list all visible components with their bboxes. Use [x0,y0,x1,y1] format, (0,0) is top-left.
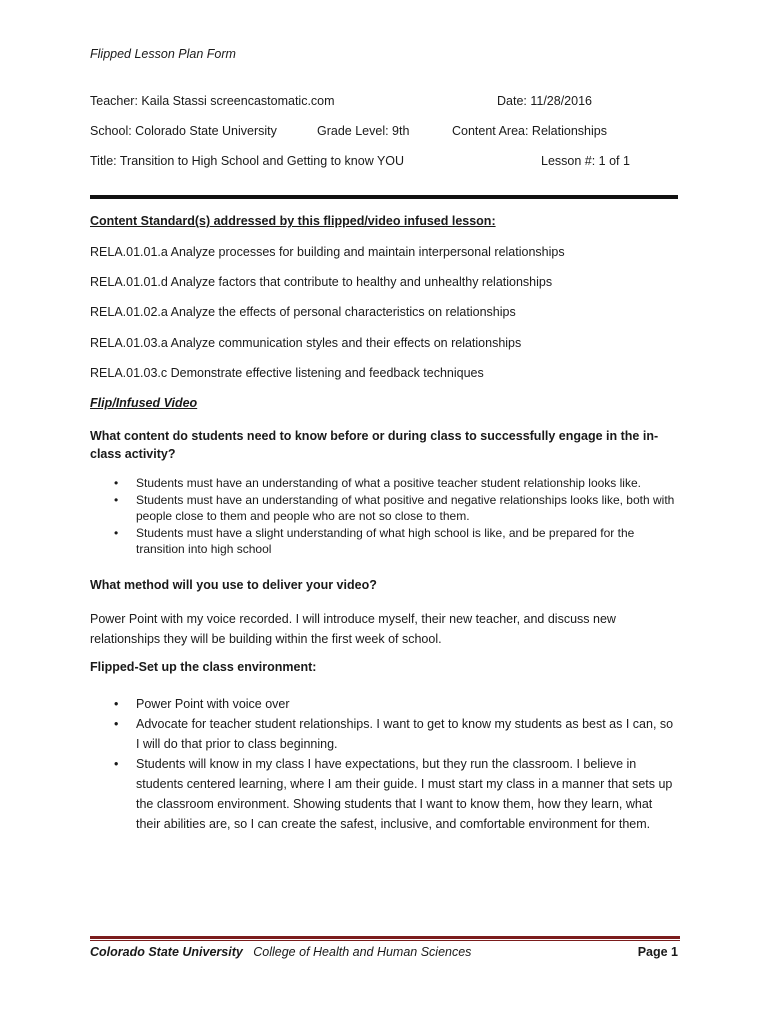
standard-item: RELA.01.02.a Analyze the effects of personal characteristics on relationships [90,305,516,319]
bullet-icon: • [114,757,119,771]
list-item: • Advocate for teacher student relationships. I want to get to know my students as best as I can, so I will do that prior to class beginning. [90,714,678,754]
method-question: What method will you use to deliver your video? [90,578,377,592]
environment-question: Flipped-Set up the class environment: [90,660,317,674]
header-divider [90,195,678,199]
form-title: Flipped Lesson Plan Form [90,47,236,61]
content-area-field: Content Area: Relationships [452,124,607,138]
page-number: Page 1 [637,945,678,959]
standard-item: RELA.01.03.c Demonstrate effective listening and feedback techniques [90,366,484,380]
standard-item: RELA.01.03.a Analyze communication styles and their effects on relationships [90,336,522,350]
footer-divider [90,936,680,939]
list-item: • Students must have an understanding of what positive and negative relationships looks like, both with people close to them and people who are not so close to them. [114,492,675,523]
flip-video-heading: Flip/Infused Video [90,396,198,410]
lesson-number-field: Lesson #: 1 of 1 [541,154,630,168]
environment-bullet-list [90,694,678,834]
content-question: What content do students need to know before or during class to successfully engage in the in-class activity? [90,429,659,461]
list-item: • Power Point with voice over [90,694,678,714]
school-field: School: Colorado State University [90,124,277,138]
footer-affiliation [90,945,471,959]
footer-divider-thin [90,940,680,941]
bullet-icon: • [114,525,119,540]
bullet-icon: • [114,492,119,507]
grade-level-field: Grade Level: 9th [317,124,410,138]
standards-heading: Content Standard(s) addressed by this flipped/video infused lesson: [90,214,496,228]
bullet-icon: • [114,476,119,490]
list-item: • Students must have a slight understanding of what high school is like, and be prepared for the transition into high school [114,525,635,556]
teacher-field: Teacher: Kaila Stassi screencastomatic.com [90,94,335,108]
list-item: • Students will know in my class I have expectations, but they run the classroom. I believe in students centered learning, where I am their guide. I must start my class in a manner that sets up the classroom environment. Showing students that I want to know them, how they learn, what their abilities are, so I can create the safest, inclusive, and comfortable environment for them. [90,754,678,834]
standard-item: RELA.01.01.a Analyze processes for building and maintain interpersonal relationships [90,245,565,259]
bullet-icon: • [114,717,119,731]
content-bullet-list [90,475,678,558]
list-item: • Students must have an understanding of what a positive teacher student relationship looks like. [114,476,641,490]
footer-university: Colorado State University [90,945,243,959]
title-field: Title: Transition to High School and Getting to know YOU [90,154,405,168]
date-field: Date: 11/28/2016 [497,94,592,108]
standard-item: RELA.01.01.d Analyze factors that contribute to healthy and unhealthy relationships [90,275,553,289]
method-answer: Power Point with my voice recorded. I will introduce myself, their new teacher, and discuss new relationships they will be building within the first week of school. [90,612,616,646]
bullet-icon: • [114,697,119,711]
footer-college: College of Health and Human Sciences [253,945,472,959]
